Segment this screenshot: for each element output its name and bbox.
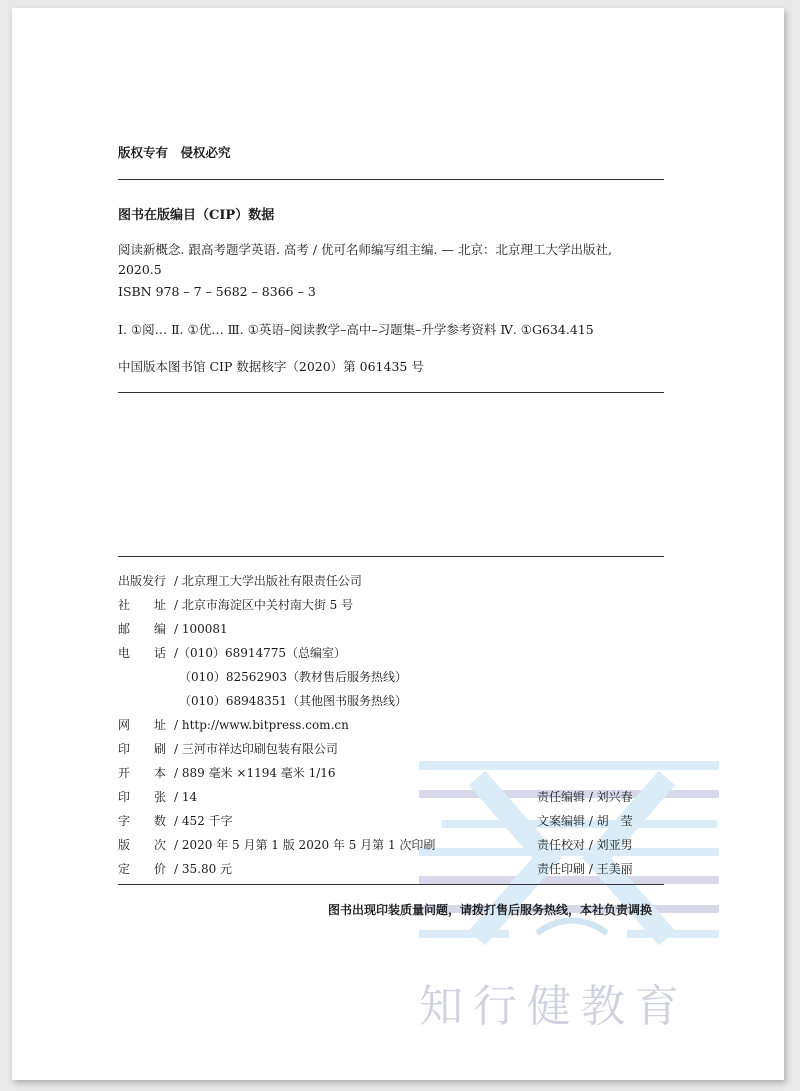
cip-record-number: 中国版本图书馆 CIP 数据核字（2020）第 061435 号 xyxy=(118,359,424,374)
publication-bottom-rule xyxy=(118,884,664,885)
address-row xyxy=(118,596,353,613)
sheets-row xyxy=(118,788,197,805)
quality-notice: 图书出现印装质量问题，请拨打售后服务热线，本社负责调换 xyxy=(328,903,653,917)
copyright-notice: 版权专有 侵权必究 xyxy=(118,145,231,160)
cip-isbn: ISBN 978 – 7 – 5682 – 8366 – 3 xyxy=(118,284,316,299)
format-value: / 889 毫米 ×1194 毫米 1/16 xyxy=(174,766,336,780)
cip-line-2: 2020.5 xyxy=(118,262,162,277)
words-value: / 452 千字 xyxy=(174,814,233,828)
words-key: 字 数 xyxy=(118,814,167,828)
website-value: / http://www.bitpress.com.cn xyxy=(174,718,349,732)
postcode-row xyxy=(118,620,228,637)
phone-row-3: （010）68948351（其他图书服务热线） xyxy=(179,694,407,708)
publication-top-rule xyxy=(118,556,664,557)
address-value: / 北京市海淀区中关村南大街 5 号 xyxy=(174,598,354,612)
printer-row xyxy=(118,740,338,757)
staff-proofreader: 责任校对 / 刘亚男 xyxy=(537,838,633,852)
printer-value: / 三河市祥达印刷包装有限公司 xyxy=(174,742,338,756)
phone-row xyxy=(118,644,346,661)
staff-editor: 责任编辑 / 刘兴春 xyxy=(537,790,633,804)
phone-key: 电 话 xyxy=(118,646,167,660)
watermark-text: 知行健教育 xyxy=(419,981,689,1032)
edition-value: / 2020 年 5 月第 1 版 2020 年 5 月第 1 次印刷 xyxy=(174,838,436,852)
cip-classification: Ⅰ. ①阅… Ⅱ. ①优… Ⅲ. ①英语–阅读教学–高中–习题集–升学参考资料 Ⅳ. ①G634.415 xyxy=(118,322,594,337)
publisher-row xyxy=(118,572,362,589)
copyright-page xyxy=(12,8,784,1080)
price-value: / 35.80 元 xyxy=(174,862,233,876)
sheets-value: / 14 xyxy=(174,790,198,804)
publisher-value: / 北京理工大学出版社有限责任公司 xyxy=(174,574,362,588)
postcode-value: / 100081 xyxy=(174,622,228,636)
price-key: 定 价 xyxy=(118,862,167,876)
phone-row-2: （010）82562903（教材售后服务热线） xyxy=(179,670,407,684)
words-row xyxy=(118,812,233,829)
cip-bottom-rule xyxy=(118,392,664,393)
cip-line-1: 阅读新概念. 跟高考题学英语. 高考 / 优可名师编写组主编. — 北京：北京理工大学出版社, xyxy=(118,242,612,257)
cip-top-rule xyxy=(118,179,664,180)
postcode-key: 邮 编 xyxy=(118,622,167,636)
printer-key: 印 刷 xyxy=(118,742,167,756)
edition-row xyxy=(118,836,435,853)
cip-heading: 图书在版编目（CIP）数据 xyxy=(118,208,275,223)
format-key: 开 本 xyxy=(118,766,167,780)
website-row xyxy=(118,716,349,733)
format-row xyxy=(118,764,336,781)
staff-print-supervisor: 责任印刷 / 王美丽 xyxy=(537,862,633,876)
sheets-key: 印 张 xyxy=(118,790,167,804)
edition-key: 版 次 xyxy=(118,838,167,852)
website-key: 网 址 xyxy=(118,718,167,732)
staff-copy-editor: 文案编辑 / 胡 莹 xyxy=(537,814,633,828)
publisher-key: 出版发行 xyxy=(118,574,167,588)
address-key: 社 址 xyxy=(118,598,167,612)
phone-value: /（010）68914775（总编室） xyxy=(174,646,347,660)
price-row xyxy=(118,860,232,877)
